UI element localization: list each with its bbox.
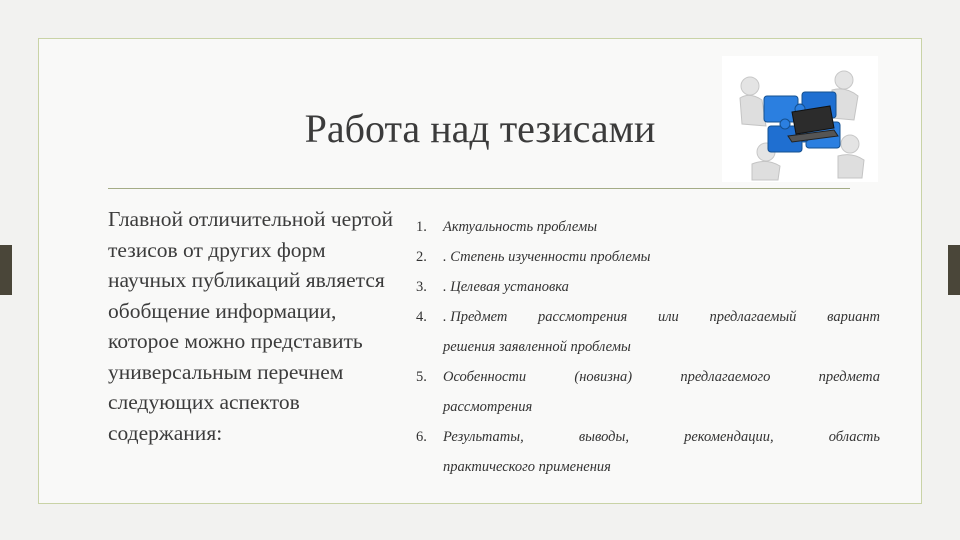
list-item-continuation: рассмотрения (443, 399, 533, 415)
list-item-word: Особенности (443, 369, 527, 385)
title-divider (108, 188, 850, 189)
list-item-continuation: практического применения (443, 459, 611, 475)
list-item-word: Актуальность проблемы (443, 219, 598, 235)
list-item-word: . Целевая установка (443, 279, 569, 295)
list-item-word: область (828, 429, 880, 445)
list-item-text (443, 362, 880, 392)
list-item-word: вариант (827, 309, 880, 325)
list-item-number: 5. (416, 369, 427, 385)
list-item-text (443, 212, 880, 242)
list-item (416, 302, 880, 362)
list-item-number: 3. (416, 279, 427, 295)
list-item-text (443, 302, 880, 332)
list-item-number: 6. (416, 429, 427, 445)
list-item-word: (новизна) (574, 369, 633, 385)
intro-paragraph: Главной отличительной чертой тезисов от других форм научных публикаций является обобщение информации, которое можно представить универсальным перечнем следующих аспектов содержания: (108, 207, 394, 445)
left-side-tab (0, 245, 12, 295)
list-item-number: 2. (416, 249, 427, 265)
list-item-number: 1. (416, 219, 427, 235)
slide-title: Работа над тезисами (304, 106, 656, 151)
list-item-word: предлагаемый (709, 309, 797, 325)
list-item-word: выводы, (578, 429, 629, 445)
list-item-word: или (657, 309, 679, 325)
aspects-list (416, 212, 880, 482)
list-item-word: предмета (818, 369, 880, 385)
list-item-word: рекомендации, (684, 429, 774, 445)
list-item-text (443, 272, 880, 302)
list-item-word: предлагаемого (680, 369, 771, 385)
list-item (416, 242, 880, 272)
list-item (416, 422, 880, 482)
list-item-word: Результаты, (443, 429, 524, 445)
list-item (416, 272, 880, 302)
list-item-number: 4. (416, 309, 427, 325)
list-item-word: . Степень изученности проблемы (443, 249, 651, 265)
list-item-continuation: решения заявленной проблемы (443, 339, 631, 355)
list-item-text (443, 422, 880, 452)
list-item-word: рассмотрения (538, 309, 628, 325)
list-item (416, 362, 880, 422)
right-side-tab (948, 245, 960, 295)
list-item-word: . Предмет (443, 309, 508, 325)
list-item-text (443, 242, 880, 272)
list-item (416, 212, 880, 242)
